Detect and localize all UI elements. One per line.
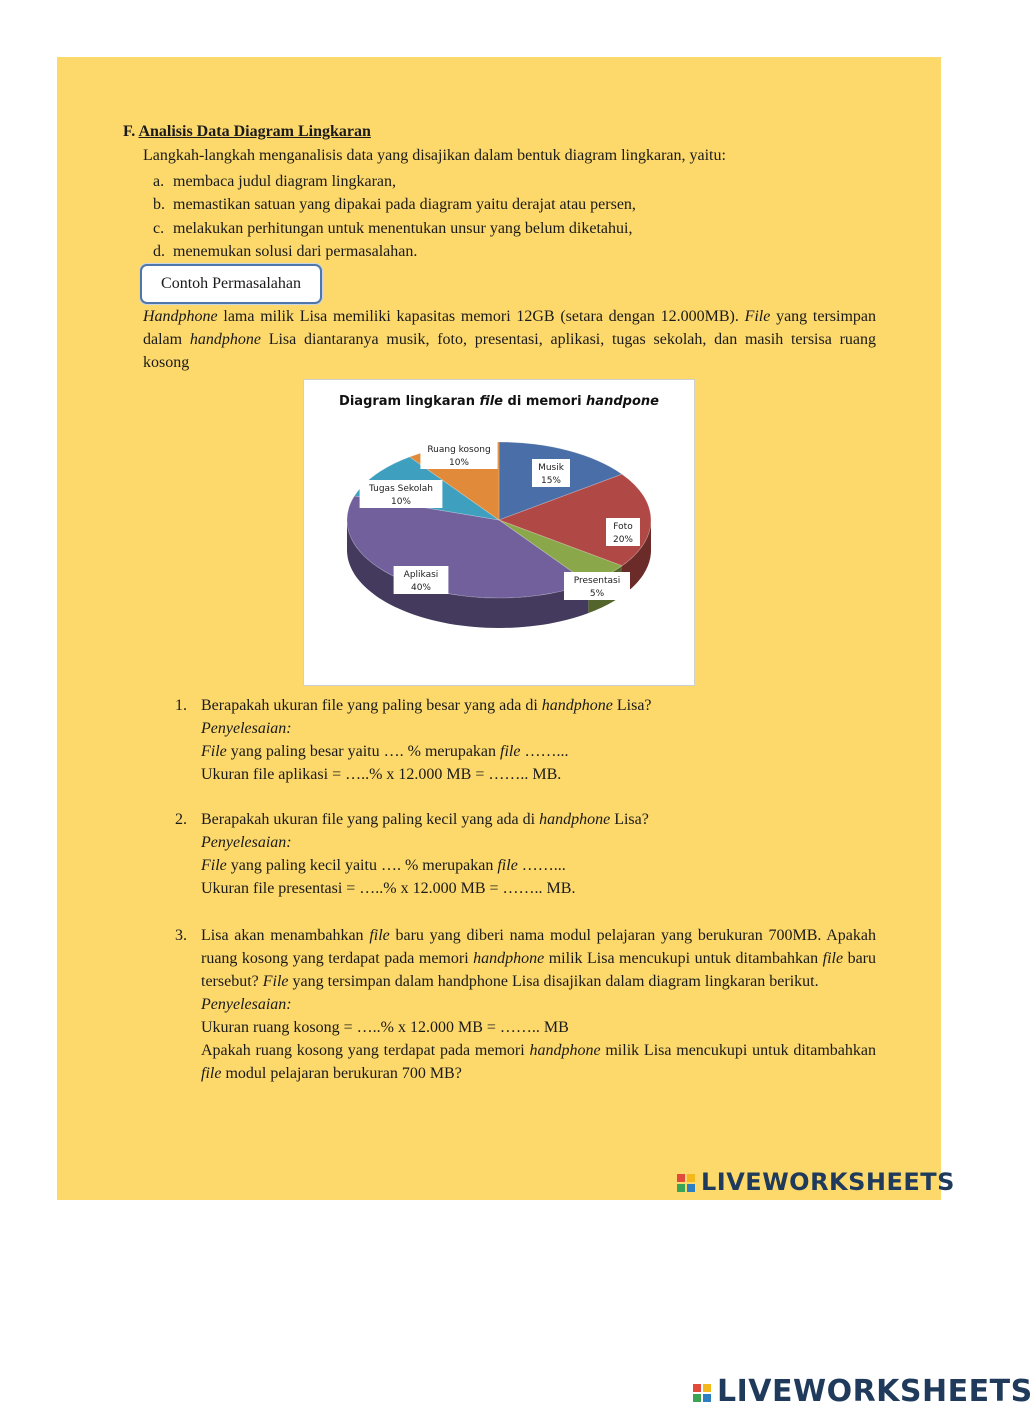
solution-label: Penyelesaian:: [201, 720, 292, 737]
list-text: melakukan perhitungan untuk menentukan unsur yang belum diketahui,: [173, 219, 633, 237]
answer-line: Ukuran file aplikasi = …..% x 12.000 MB = …….. MB.: [201, 766, 562, 783]
data-label-tugas-sekolah: [360, 480, 443, 508]
brand-name: LIVEWORKSHEETS: [717, 1374, 1033, 1409]
label-value: 40%: [410, 583, 432, 593]
question-number: 3.: [175, 927, 187, 944]
problem-paragraph: Handphone lama milik Lisa memiliki kapasitas memori 12GB (setara dengan 12.000MB). File yang tersimpan dalam handphone Lisa diantaranya musik, foto, presentasi, aplikasi, tugas sekolah, dan masih tersisa ruang kosong: [143, 308, 877, 371]
list-item: [153, 217, 636, 240]
brand-icon: [692, 1383, 714, 1403]
brand-logo: [676, 1168, 955, 1196]
list-item: [153, 240, 636, 263]
list-marker: c.: [153, 219, 165, 237]
pie-chart: [303, 379, 695, 686]
question-number: 2.: [175, 811, 187, 828]
list-marker: d.: [153, 242, 165, 260]
label-value: 5%: [589, 589, 605, 599]
solution-label: Penyelesaian:: [201, 996, 292, 1013]
question-number: 1.: [175, 697, 187, 714]
label-name: Foto: [613, 522, 633, 532]
list-text: menemukan solusi dari permasalahan.: [173, 242, 418, 260]
brand-icon: [676, 1173, 698, 1193]
answer-line: Apakah ruang kosong yang terdapat pada memori handphone milik Lisa mencukupi untuk ditambahkan file modul pelajaran berukuran 700 MB?: [201, 1042, 876, 1082]
list-text: memastikan satuan yang dipakai pada diagram yaitu derajat atau persen,: [173, 196, 636, 214]
label-name: Aplikasi: [403, 570, 439, 580]
data-label-foto: [606, 518, 640, 546]
list-marker: b.: [153, 196, 165, 214]
brand-name: LIVEWORKSHEETS: [701, 1168, 955, 1196]
question-text: Berapakah ukuran file yang paling kecil yang ada di handphone Lisa?: [201, 811, 649, 828]
label-name: Presentasi: [573, 576, 621, 586]
answer-line: File yang paling kecil yaitu …. % merupakan file ……...: [201, 857, 566, 874]
label-value: 20%: [612, 535, 634, 545]
example-label-box: Contoh Permasalahan: [140, 264, 322, 304]
data-label-ruang-kosong: [420, 441, 497, 469]
answer-line: File yang paling besar yaitu …. % merupakan file ……...: [201, 743, 569, 760]
pie-chart-svg: [304, 380, 694, 685]
data-label-musik: [532, 459, 570, 487]
answer-line: Ukuran file presentasi = …..% x 12.000 MB = …….. MB.: [201, 880, 576, 897]
solution-label: Penyelesaian:: [201, 834, 292, 851]
question-text: Lisa akan menambahkan file baru yang diberi nama modul pelajaran yang berukuran 700MB. Apakah ruang kosong yang terdapat pada memori handphone milik Lisa mencukupi untuk ditambahkan file baru tersebut? File yang tersimpan dalam handphone Lisa disajikan dalam diagram lingkaran berikut.: [201, 927, 877, 990]
label-name: Musik: [538, 463, 564, 473]
label-value: 15%: [540, 476, 562, 486]
section-title: Analisis Data Diagram Lingkaran: [138, 123, 371, 140]
list-text: membaca judul diagram lingkaran,: [173, 173, 397, 190]
label-value: 10%: [390, 497, 412, 507]
data-label-presentasi: [564, 572, 630, 600]
list-item: [153, 193, 636, 216]
chart-title: Diagram lingkaran file di memori handpone: [339, 394, 659, 409]
question-1: [175, 694, 876, 786]
answer-line: Ukuran ruang kosong = …..% x 12.000 MB = …….. MB: [201, 1019, 569, 1036]
intro-text: Langkah-langkah menganalisis data yang disajikan dalam bentuk diagram lingkaran, yaitu:: [143, 147, 726, 164]
list-item: [153, 170, 636, 193]
brand-logo-footer: [692, 1374, 1033, 1409]
label-value: 10%: [448, 458, 470, 468]
question-text: Berapakah ukuran file yang paling besar yang ada di handphone Lisa?: [201, 697, 652, 714]
label-name: Ruang kosong: [427, 445, 491, 455]
section-heading: [123, 123, 371, 141]
label-name: Tugas Sekolah: [369, 484, 433, 494]
question-3: [175, 924, 876, 1085]
section-letter: F.: [123, 123, 136, 140]
steps-list: [153, 170, 636, 263]
question-2: [175, 808, 876, 900]
list-marker: a.: [153, 173, 165, 190]
data-label-aplikasi: [394, 566, 449, 594]
